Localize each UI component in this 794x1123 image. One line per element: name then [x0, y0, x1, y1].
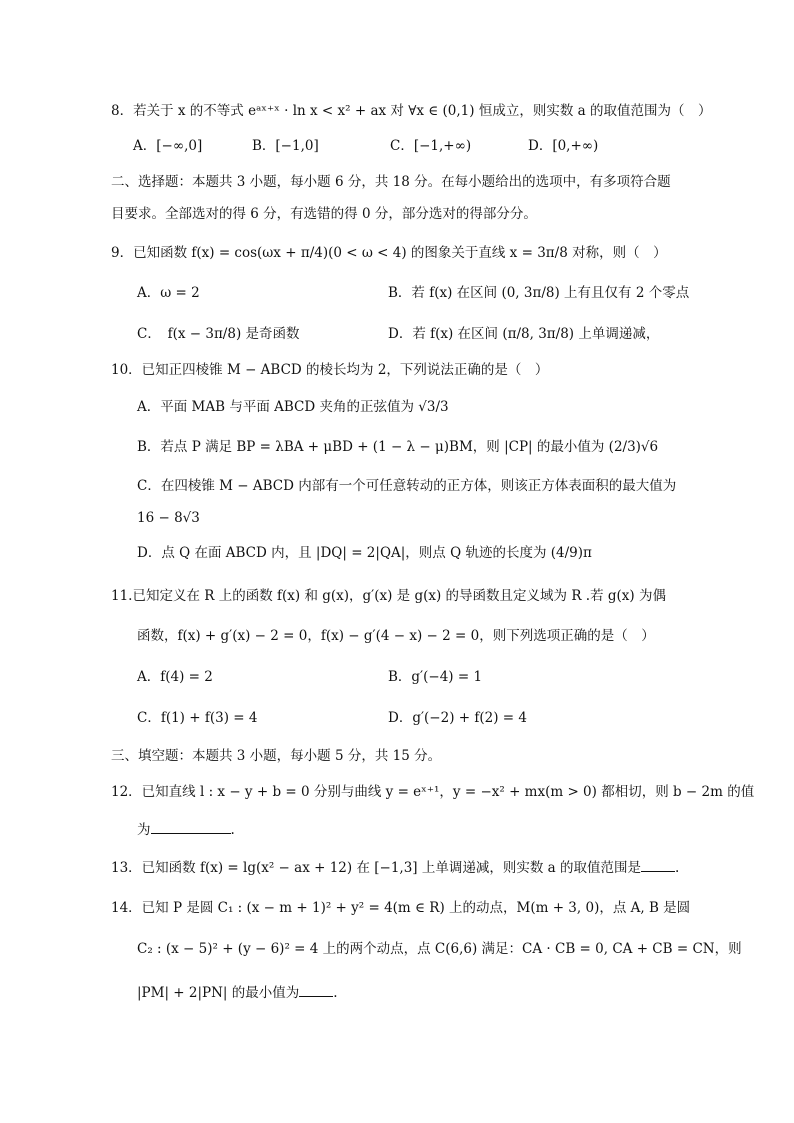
q10-stem: 10．已知正四棱锥 M − ABCD 的棱长均为 2，下列说法正确的是（ ）	[111, 362, 549, 378]
q13-period: .	[674, 860, 680, 876]
q10-option-b: B．若点 P 满足 BP = λBA + μBD + (1 − λ − μ)BM，则 |CP| 的最小值为 (2/3)√6	[137, 439, 659, 455]
q12-answer-blank[interactable]	[151, 819, 231, 834]
q13-line1-text: 13．已知函数 f(x) = lg(x² − ax + 12) 在 [−1,3] 上单调递减，则实数 a 的取值范围是	[111, 860, 641, 876]
q14-line3-text: |PM| + 2|PN| 的最小值为	[137, 985, 300, 1001]
section3-line1: 三、填空题：本题共 3 小题，每小题 5 分，共 15 分。	[111, 748, 442, 764]
q11-option-d: D．g′(−2) + f(2) = 4	[388, 710, 527, 726]
q14-answer-blank[interactable]	[299, 982, 333, 997]
q8-option-b: B．[−1,0]	[252, 138, 319, 154]
q9-option-d: D．若 f(x) 在区间 (π/8, 3π/8) 上单调递减，	[388, 326, 660, 342]
q12-period: .	[230, 822, 235, 838]
q14-line3	[137, 982, 338, 1003]
q9-option-a: A．ω = 2	[137, 285, 200, 301]
q9-option-b: B．若 f(x) 在区间 (0, 3π/8) 上有且仅有 2 个零点	[388, 285, 690, 301]
q9-stem: 9．已知函数 f(x) = cos(ωx + π/4)(0 < ω < 4) 的图象关于直线 x = 3π/8 对称，则（ ）	[111, 245, 667, 261]
q12-line2	[137, 819, 235, 840]
q11-line1: 11.已知定义在 R 上的函数 f(x) 和 g(x)，g′(x) 是 g(x) 的导函数且定义域为 R .若 g(x) 为偶	[111, 588, 666, 604]
q12-line1: 12．已知直线 l : x − y + b = 0 分别与曲线 y = eˣ⁺¹，y = −x² + mx(m > 0) 都相切，则 b − 2m 的值	[111, 784, 755, 800]
q9-option-c: C． f(x − 3π/8) 是奇函数	[137, 326, 300, 342]
q11-option-a: A．f(4) = 2	[137, 669, 213, 685]
q8-option-d: D．[0,+∞)	[528, 138, 599, 154]
q12-line2-text: 为	[137, 822, 151, 838]
q13-answer-blank[interactable]	[641, 857, 675, 872]
q8-stem: 8．若关于 x 的不等式 eᵃˣ⁺ˣ · ln x < x² + ax 对 ∀x ∈ (0,1) 恒成立，则实数 a 的取值范围为（ ）	[111, 103, 712, 119]
q11-line2: 函数，f(x) + g′(x) − 2 = 0，f(x) − g′(4 − x) − 2 = 0，则下列选项正确的是（ ）	[137, 628, 655, 644]
q10-option-c: C．在四棱锥 M − ABCD 内部有一个可任意转动的正方体，则该正方体表面积的最大值为	[137, 478, 677, 494]
q10-option-d: D．点 Q 在面 ABCD 内，且 |DQ| = 2|QA|，则点 Q 轨迹的长度为 (4/9)π	[137, 545, 592, 561]
q13-line1	[111, 857, 679, 878]
q11-option-c: C．f(1) + f(3) = 4	[137, 710, 258, 726]
q10-option-a: A．平面 MAB 与平面 ABCD 夹角的正弦值为 √3/3	[137, 399, 449, 415]
section2-line1: 二、选择题：本题共 3 小题，每小题 6 分，共 18 分。在每小题给出的选项中，有多项符合题	[111, 174, 671, 190]
q14-line1: 14．已知 P 是圆 C₁ : (x − m + 1)² + y² = 4(m ∈ R) 上的动点，M(m + 3, 0)，点 A, B 是圆	[111, 900, 691, 916]
q10-option-c-cont: 16 − 8√3	[137, 510, 200, 526]
q8-option-c: C．[−1,+∞)	[390, 138, 472, 154]
q14-line2: C₂ : (x − 5)² + (y − 6)² = 4 上的两个动点，点 C(6,6) 满足：CA · CB = 0, CA + CB = CN，则	[137, 941, 742, 957]
q11-option-b: B．g′(−4) = 1	[388, 669, 483, 685]
q8-option-a: A．[−∞,0]	[133, 138, 203, 154]
section2-line2: 目要求。全部选对的得 6 分，有选错的得 0 分，部分选对的得部分分。	[111, 206, 537, 222]
q14-period: .	[333, 985, 338, 1001]
